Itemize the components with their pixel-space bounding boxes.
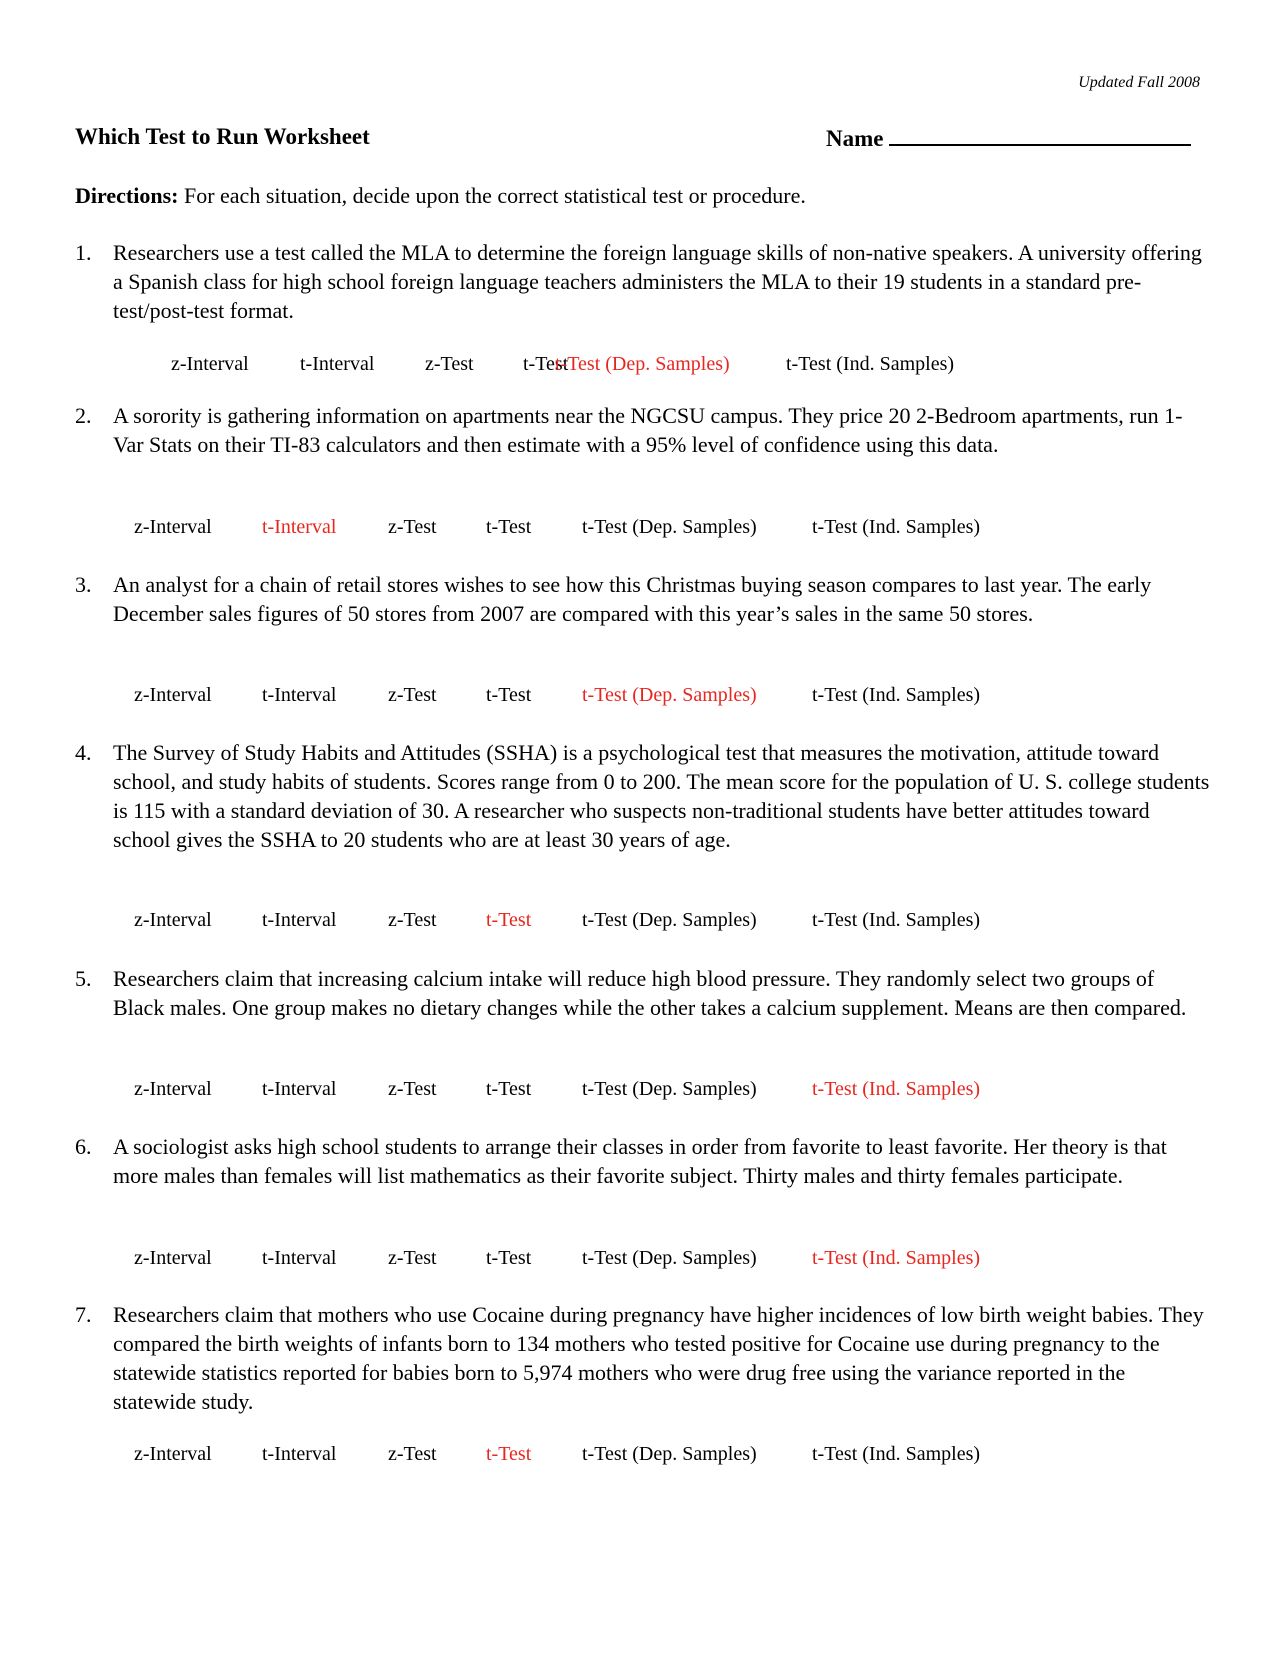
question-number: 5. <box>75 966 92 991</box>
option-z-test[interactable]: z-Test <box>388 1078 437 1100</box>
option-z-test[interactable]: z-Test <box>388 909 437 931</box>
question-5 <box>75 964 1210 1022</box>
question-6 <box>75 1132 1210 1190</box>
question-number: 4. <box>75 740 92 765</box>
option-t-test[interactable]: t-Test <box>486 684 532 706</box>
option-z-test[interactable]: z-Test <box>388 516 437 538</box>
option-z-test[interactable]: z-Test <box>388 1247 437 1269</box>
question-3 <box>75 570 1210 628</box>
options-row-2 <box>0 516 1280 542</box>
question-text: A sociologist asks high school students to arrange their classes in order from favorite to least favorite. Her theory is that more males than females will list mathematics as their favorite subject. Thirty males and thirty females participate. <box>113 1134 1167 1188</box>
option-t-test-ind-samples[interactable]: t-Test (Ind. Samples) <box>812 684 981 706</box>
option-t-interval[interactable]: t-Interval <box>262 1247 337 1269</box>
option-t-interval[interactable]: t-Interval <box>262 1078 337 1100</box>
question-text: A sorority is gathering information on apartments near the NGCSU campus. They price 20 2-Bedroom apartments, run 1-Var Stats on their TI-83 calculators and then estimate with a 95% level of confidence using this data. <box>113 403 1183 457</box>
option-t-test-dep-samples[interactable]: t-Test (Dep. Samples) <box>582 1247 757 1269</box>
option-z-interval[interactable]: z-Interval <box>134 1443 212 1465</box>
question-number: 6. <box>75 1134 92 1159</box>
question-text: An analyst for a chain of retail stores wishes to see how this Christmas buying season compares to last year. The early December sales figures of 50 stores from 2007 are compared with this year’s sales in the same 50 stores. <box>113 572 1152 626</box>
option-z-test[interactable]: z-Test <box>388 684 437 706</box>
updated-date: Updated Fall 2008 <box>1078 74 1200 91</box>
option-t-test-ind-samples[interactable]: t-Test (Ind. Samples) <box>812 516 981 538</box>
question-7 <box>75 1300 1210 1416</box>
option-t-interval[interactable]: t-Interval <box>262 909 337 931</box>
name-blank-line[interactable] <box>889 124 1191 146</box>
option-t-test[interactable]: t-Test <box>486 1443 532 1465</box>
option-z-interval[interactable]: z-Interval <box>134 1078 212 1100</box>
option-t-test-ind-samples[interactable]: t-Test (Ind. Samples) <box>786 353 955 375</box>
options-row-6 <box>0 1247 1280 1273</box>
option-z-test[interactable]: z-Test <box>388 1443 437 1465</box>
directions <box>75 183 806 209</box>
option-z-interval[interactable]: z-Interval <box>134 684 212 706</box>
question-text: Researchers use a test called the MLA to determine the foreign language skills of non-native speakers. A university offering a Spanish class for high school foreign language teachers administers the MLA to their 19 students in a standard pre-test/post-test format. <box>113 240 1202 323</box>
option-t-interval[interactable]: t-Interval <box>262 684 337 706</box>
option-t-test[interactable]: t-Test <box>486 909 532 931</box>
option-t-test-ind-samples[interactable]: t-Test (Ind. Samples) <box>812 909 981 931</box>
name-field <box>826 124 1191 152</box>
options-row-4 <box>0 909 1280 935</box>
name-label: Name <box>826 126 884 151</box>
option-t-test[interactable]: t-Test <box>486 1247 532 1269</box>
option-t-test[interactable]: t-Test <box>486 1078 532 1100</box>
question-number: 1. <box>75 240 92 265</box>
options-row-1 <box>0 353 1280 379</box>
question-1 <box>75 238 1210 325</box>
question-text: The Survey of Study Habits and Attitudes (SSHA) is a psychological test that measures the motivation, attitude toward school, and study habits of students. Scores range from 0 to 200. The mean score for the population of U. S. college students is 115 with a standard deviation of 30. A researcher who suspects non-traditional students have better attitudes toward school gives the SSHA to 20 students who are at least 30 years of age. <box>113 740 1210 852</box>
options-row-5 <box>0 1078 1280 1104</box>
option-t-test-dep-samples[interactable]: t-Test (Dep. Samples) <box>582 1443 757 1465</box>
options-row-7 <box>0 1443 1280 1469</box>
option-z-test[interactable]: z-Test <box>425 353 474 375</box>
option-t-test-ind-samples[interactable]: t-Test (Ind. Samples) <box>812 1078 981 1100</box>
question-number: 3. <box>75 572 92 597</box>
option-t-test-dep-samples[interactable]: t-Test (Dep. Samples) <box>582 1078 757 1100</box>
option-z-interval[interactable]: z-Interval <box>134 909 212 931</box>
question-2 <box>75 401 1210 459</box>
option-z-interval[interactable]: z-Interval <box>171 353 249 375</box>
directions-text: For each situation, decide upon the correct statistical test or procedure. <box>178 183 806 208</box>
option-t-test-ind-samples[interactable]: t-Test (Ind. Samples) <box>812 1443 981 1465</box>
question-number: 2. <box>75 403 92 428</box>
option-t-interval[interactable]: t-Interval <box>262 1443 337 1465</box>
option-t-test[interactable]: t-Test <box>523 353 569 375</box>
question-text: Researchers claim that increasing calcium intake will reduce high blood pressure. They randomly select two groups of Black males. One group makes no dietary changes while the other takes a calcium supplement. Means are then compared. <box>113 966 1187 1020</box>
option-z-interval[interactable]: z-Interval <box>134 516 212 538</box>
option-z-interval[interactable]: z-Interval <box>134 1247 212 1269</box>
question-number: 7. <box>75 1302 92 1327</box>
option-t-test-ind-samples[interactable]: t-Test (Ind. Samples) <box>812 1247 981 1269</box>
option-t-test-dep-samples[interactable]: t-Test (Dep. Samples) <box>582 516 757 538</box>
question-4 <box>75 738 1210 854</box>
page-title: Which Test to Run Worksheet <box>75 124 370 149</box>
option-t-test[interactable]: t-Test <box>486 516 532 538</box>
option-t-interval[interactable]: t-Interval <box>262 516 337 538</box>
option-t-interval[interactable]: t-Interval <box>300 353 375 375</box>
options-row-3 <box>0 684 1280 710</box>
option-t-test-dep-samples[interactable]: t-Test (Dep. Samples) <box>582 684 757 706</box>
option-t-test-dep-samples[interactable]: t-Test (Dep. Samples) <box>555 353 730 375</box>
question-text: Researchers claim that mothers who use Cocaine during pregnancy have higher incidences of low birth weight babies. They compared the birth weights of infants born to 134 mothers who tested positive for Cocaine use during pregnancy to the statewide statistics reported for babies born to 5,974 mothers who were drug free using the variance reported in the statewide study. <box>113 1302 1204 1414</box>
option-t-test-dep-samples[interactable]: t-Test (Dep. Samples) <box>582 909 757 931</box>
directions-label: Directions: <box>75 183 179 208</box>
